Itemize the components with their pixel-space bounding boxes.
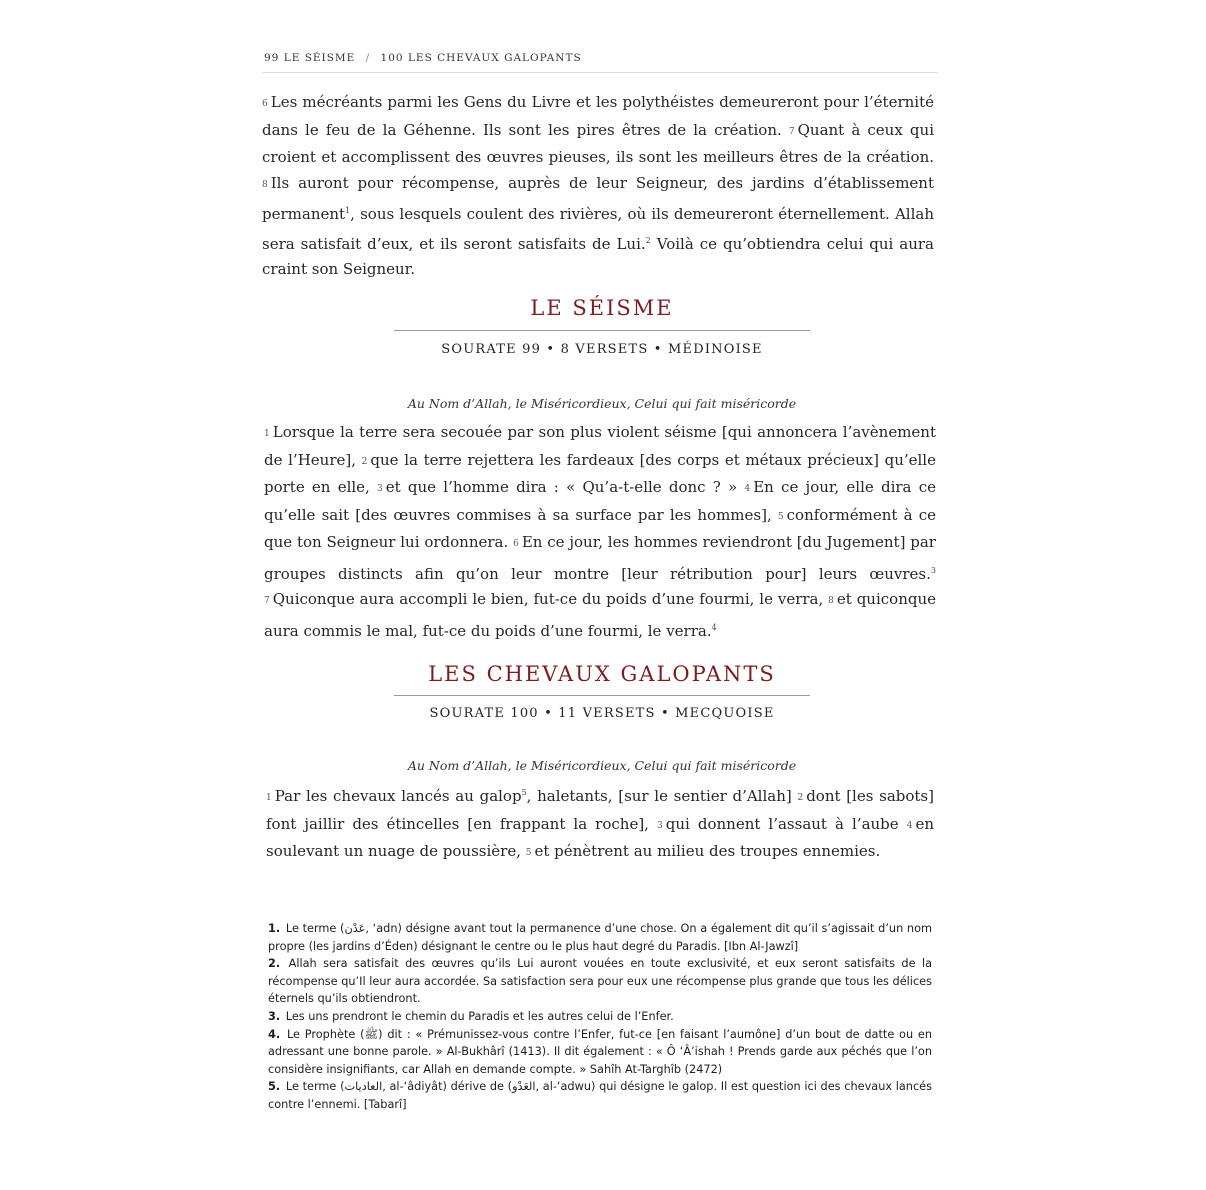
footnote-number: 4. bbox=[268, 1027, 281, 1041]
verse-number: 8 bbox=[828, 596, 834, 606]
intro-passage bbox=[262, 90, 934, 283]
sura-100-rule bbox=[394, 695, 810, 696]
sura-99-basmala: Au Nom d’Allah, le Miséricordieux, Celui qui fait miséricorde bbox=[407, 396, 797, 411]
footnote-1 bbox=[268, 920, 932, 955]
verse-text: Les mécréants parmi les Gens du Livre et les polythéistes demeureront pour l’éternité dans le feu de la Géhenne. Ils sont les pires êtres de la création. bbox=[262, 93, 934, 139]
sura-99-meta: SOURATE 99 • 8 VERSETS • MÉDINOISE bbox=[441, 342, 763, 357]
verse-number: 3 bbox=[377, 484, 383, 494]
header-rule bbox=[262, 72, 938, 73]
verse-number: 6 bbox=[513, 539, 519, 549]
running-header bbox=[264, 52, 582, 64]
right-page-number: 100 bbox=[380, 52, 404, 64]
verse-text: conformément à ce que ton Seigneur lui ordonnera. bbox=[264, 505, 936, 551]
sura-99-title: LE SÉISME bbox=[530, 296, 674, 320]
footnote-marker: 3 bbox=[930, 565, 936, 575]
verse-text: Quant à ceux qui croient et accomplissent des œuvres pieuses, ils sont les meilleurs êtres de la création. bbox=[262, 120, 934, 166]
footnote-2 bbox=[268, 955, 932, 1008]
footnote-text: Le terme (العاديات, al-‘âdiyât) dérive de (العَدْو, al-‘adwu) qui désigne le galop. Il est question ici des chevaux lancés contre l’ennemi. [Tabarî] bbox=[268, 1080, 932, 1111]
verse-number: 7 bbox=[788, 126, 795, 137]
verse-text: que la terre rejettera les fardeaux [des corps et métaux précieux] qu’elle porte en elle, bbox=[264, 450, 936, 496]
verse-text: Ils auront pour récompense, auprès de leur Seigneur, des jardins d’établissement permanent bbox=[262, 173, 934, 223]
verse-text: et que l’homme dira : « Qu’a-t-elle donc ? » bbox=[385, 478, 738, 496]
left-running-title: LE SÉISME bbox=[283, 52, 356, 64]
verse-text: Par les chevaux lancés au galop bbox=[274, 787, 522, 805]
sura-100-title: LES CHEVAUX GALOPANTS bbox=[428, 662, 776, 686]
verse-text: et pénètrent au milieu des troupes ennemies. bbox=[534, 842, 881, 860]
sura-99-text bbox=[264, 420, 936, 644]
footnote-3 bbox=[268, 1008, 932, 1026]
verse-text: en soulevant un nuage de poussière, bbox=[266, 814, 934, 860]
verse-text: Voilà ce qu’obtiendra celui qui aura craint son Seigneur. bbox=[262, 234, 934, 278]
verse-number: 5 bbox=[777, 511, 784, 522]
footnote-text: Le Prophète (ﷺ) dit : « Prémunissez-vous contre l’Enfer, fut-ce [en faisant l’aumône] d’un bout de datte ou en adressant une bonne parole. » Al-Bukhârî (1413). Il dit également : « Ô ‘Â’ishah ! Prends garde aux péchés que l’on considère insignifiants, car Allah en demande compte. » Sahîh At-Targhîb (2472) bbox=[268, 1027, 933, 1076]
sura-99-rule bbox=[394, 330, 810, 331]
footnote-number: 3. bbox=[268, 1009, 281, 1023]
verse-text: dont [les sabots] font jaillir des étincelles [en frappant la roche], bbox=[266, 787, 934, 833]
footnote-text: Le terme (عَدْن, ‘adn) désigne avant tout la permanence d’une chose. On a également dit qu’il s’agissait d’un nom propre (les jardins d’Éden) désignant le centre ou le plus haut degré du Paradis. [Ibn Al-Jawzî] bbox=[268, 922, 932, 953]
verse-text: , haletants, [sur le sentier d’Allah] bbox=[526, 787, 792, 805]
verse-number: 8 bbox=[262, 179, 268, 190]
sura-100-meta: SOURATE 100 • 11 VERSETS • MECQUOISE bbox=[429, 706, 775, 721]
verse-text: , sous lesquels coulent des rivières, où ils demeureront éternellement. Allah sera satisfait d’eux, et ils seront satisfaits de Lui. bbox=[262, 205, 934, 253]
sura-100-basmala: Au Nom d’Allah, le Miséricordieux, Celui qui fait miséricorde bbox=[407, 758, 797, 773]
footnote-marker: 1 bbox=[345, 206, 351, 215]
verse-text: et quiconque aura commis le mal, fut-ce du poids d’une fourmi, le verra. bbox=[264, 590, 936, 640]
footnote-marker: 4 bbox=[711, 622, 717, 632]
footnote-marker: 5 bbox=[521, 788, 527, 797]
footnote-number: 2. bbox=[268, 957, 281, 971]
left-page-number: 99 bbox=[264, 52, 280, 64]
footnote-marker: 2 bbox=[645, 235, 651, 245]
running-header-separator: / bbox=[365, 52, 371, 64]
footnote-number: 1. bbox=[268, 922, 281, 935]
verse-number: 4 bbox=[906, 820, 913, 831]
verse-number: 7 bbox=[264, 596, 270, 606]
verse-number: 3 bbox=[657, 820, 663, 831]
footnote-text: Allah sera satisfait des œuvres qu’ils Lui auront vouées en toute exclusivité, et eux seront satisfaits de la récompense qu’Il leur aura accordée. Sa satisfaction sera pour eux une récompense plus grande que tous les délices éternels qu’ils obtiendront. bbox=[268, 957, 933, 1006]
verse-text: qui donnent l’assaut à l’aube bbox=[665, 814, 899, 833]
verse-text: En ce jour, elle dira ce qu’elle sait [des œuvres commises à sa surface par les hommes], bbox=[264, 478, 936, 524]
verse-number: 5 bbox=[525, 848, 532, 858]
footnote-number: 5. bbox=[268, 1080, 281, 1094]
verse-number: 2 bbox=[797, 793, 804, 803]
footnote-text: Les uns prendront le chemin du Paradis et les autres celui de l’Enfer. bbox=[285, 1009, 674, 1023]
verse-number: 6 bbox=[262, 99, 268, 109]
verse-text: En ce jour, les hommes reviendront [du Jugement] par groupes distincts afin qu’on leur montre [leur rétribution pour] leurs œuvres. bbox=[264, 533, 936, 583]
verse-number: 1 bbox=[264, 429, 270, 439]
verse-number: 4 bbox=[744, 484, 751, 494]
footnotes bbox=[268, 920, 932, 1114]
verse-text: Quiconque aura accompli le bien, fut-ce du poids d’une fourmi, le verra, bbox=[272, 590, 824, 608]
footnote-5 bbox=[268, 1078, 932, 1113]
verse-number: 2 bbox=[361, 456, 368, 467]
verse-number: 1 bbox=[266, 793, 272, 803]
right-running-title: LES CHEVAUX GALOPANTS bbox=[407, 52, 582, 64]
footnote-4 bbox=[268, 1026, 932, 1079]
verse-text: Lorsque la terre sera secouée par son plus violent séisme [qui annoncera l’avènement de l’Heure], bbox=[264, 423, 936, 469]
book-page bbox=[262, 0, 938, 1190]
sura-100-text bbox=[266, 780, 934, 867]
